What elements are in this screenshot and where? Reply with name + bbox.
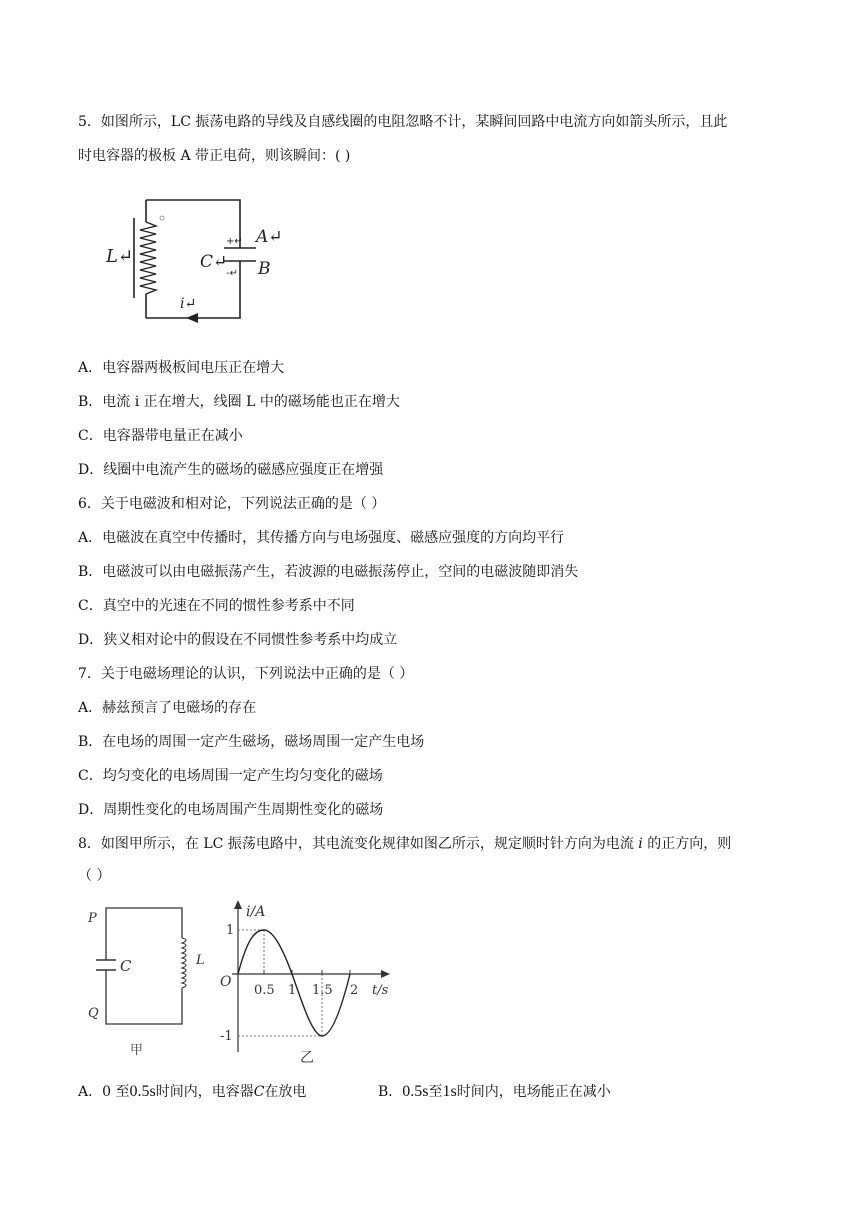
q5-stem-line2: 时电容器的极板 A 带正电荷，则该瞬间：( ) <box>78 148 351 164</box>
q8-stem-var: i <box>638 836 643 852</box>
q8-option-a-mid: 时间内，电容器 <box>155 1084 254 1100</box>
q7-option-c[interactable]: C．均匀变化的电场周围一定产生均匀变化的磁场 <box>78 768 383 784</box>
q8-graph-ylabel: i/A <box>246 904 266 920</box>
q6-stem: 6．关于电磁波和相对论，下列说法正确的是（ ） <box>78 496 386 512</box>
q8-option-b-time1: 0.5s <box>402 1083 429 1100</box>
q8-option-a[interactable] <box>78 1082 306 1102</box>
q8-option-a-var: C <box>253 1084 265 1100</box>
q5-label-i: i↵ <box>180 296 197 312</box>
q5-option-c[interactable]: C．电容器带电量正在减小 <box>78 428 243 444</box>
q8-caption-jia: 甲 <box>130 1043 144 1058</box>
q8-graph-xtick-1.5: 1.5 <box>312 983 333 998</box>
q8-graph-ytick-1: 1 <box>226 923 235 938</box>
q8-current-graph-yi <box>212 896 402 1066</box>
q8-option-a-pre: A．0 至 <box>78 1084 130 1100</box>
q8-stem-post: 的正方向，则 <box>642 836 732 852</box>
q8-graph-xtick-2: 2 <box>350 983 359 998</box>
q8-option-a-post: 在放电 <box>264 1084 307 1100</box>
q8-stem-pre: 8．如图甲所示，在 LC 振荡电路中，其电流变化规律如图乙所示，规定顺时针方向为电流 <box>78 836 639 852</box>
q5-option-a[interactable]: A．电容器两极板间电压正在增大 <box>78 360 285 376</box>
q6-option-a[interactable]: A．电磁波在真空中传播时，其传播方向与电场强度、磁感应强度的方向均平行 <box>78 530 565 546</box>
q7-stem: 7．关于电磁场理论的认识，下列说法中正确的是（ ） <box>78 666 414 682</box>
q5-label-B: B <box>258 259 271 279</box>
q8-option-b-pre: B． <box>378 1084 403 1100</box>
q7-option-d[interactable]: D．周期性变化的电场周围产生周期性变化的磁场 <box>78 802 384 818</box>
q8-graph-xtick-0.5: 0.5 <box>254 983 275 998</box>
q5-label-C: C↵ <box>200 252 228 272</box>
q8-stem-line2: （ ） <box>78 868 111 884</box>
q6-option-d[interactable]: D．狭义相对论中的假设在不同惯性参考系中均成立 <box>78 632 398 648</box>
q8-stem-line1 <box>78 834 731 854</box>
q8-circuit-figure-jia <box>80 900 210 1062</box>
q5-lc-circuit-figure <box>100 190 290 325</box>
q8-option-b-post: 时间内，电场能正在减小 <box>456 1084 611 1100</box>
q8-option-a-time: 0.5s <box>129 1083 156 1100</box>
q8-option-b-mid: 至 <box>428 1084 443 1100</box>
q8-label-C: C <box>120 957 132 975</box>
q8-graph-xlabel: t/s <box>372 983 389 998</box>
q5-label-minus: -↵ <box>226 268 238 279</box>
q5-label-L: L↵ <box>106 246 134 267</box>
q8-graph-xtick-1: 1 <box>288 983 297 998</box>
q5-stem-line1: 5．如图所示，LC 振荡电路的导线及自感线圈的电阻忽略不计，某瞬间回路中电流方向如箭头所示，且此 <box>78 114 728 130</box>
q8-graph-ytick-neg1: -1 <box>220 1029 233 1044</box>
q5-option-b[interactable]: B．电流 i 正在增大，线圈 L 中的磁场能也正在增大 <box>78 394 400 410</box>
q8-graph-origin: O <box>220 974 232 990</box>
q7-option-b[interactable]: B．在电场的周围一定产生磁场，磁场周围一定产生电场 <box>78 734 425 750</box>
q7-option-a[interactable]: A．赫兹预言了电磁场的存在 <box>78 700 257 716</box>
q8-option-b[interactable] <box>378 1082 611 1102</box>
q6-option-b[interactable]: B．电磁波可以由电磁振荡产生，若波源的电磁振荡停止，空间的电磁波随即消失 <box>78 564 579 580</box>
q5-label-A: A↵ <box>256 227 283 247</box>
q5-label-plus: +↵ <box>226 236 243 247</box>
q8-label-L: L <box>196 953 205 968</box>
q6-option-c[interactable]: C．真空中的光速在不同的惯性参考系中不同 <box>78 598 355 614</box>
q5-option-d[interactable]: D．线圈中电流产生的磁场的磁感应强度正在增强 <box>78 462 384 478</box>
q8-label-P: P <box>88 911 97 926</box>
q8-caption-yi: 乙 <box>300 1050 314 1066</box>
q8-option-b-time2: 1s <box>442 1083 457 1100</box>
q8-label-Q: Q <box>88 1006 99 1021</box>
